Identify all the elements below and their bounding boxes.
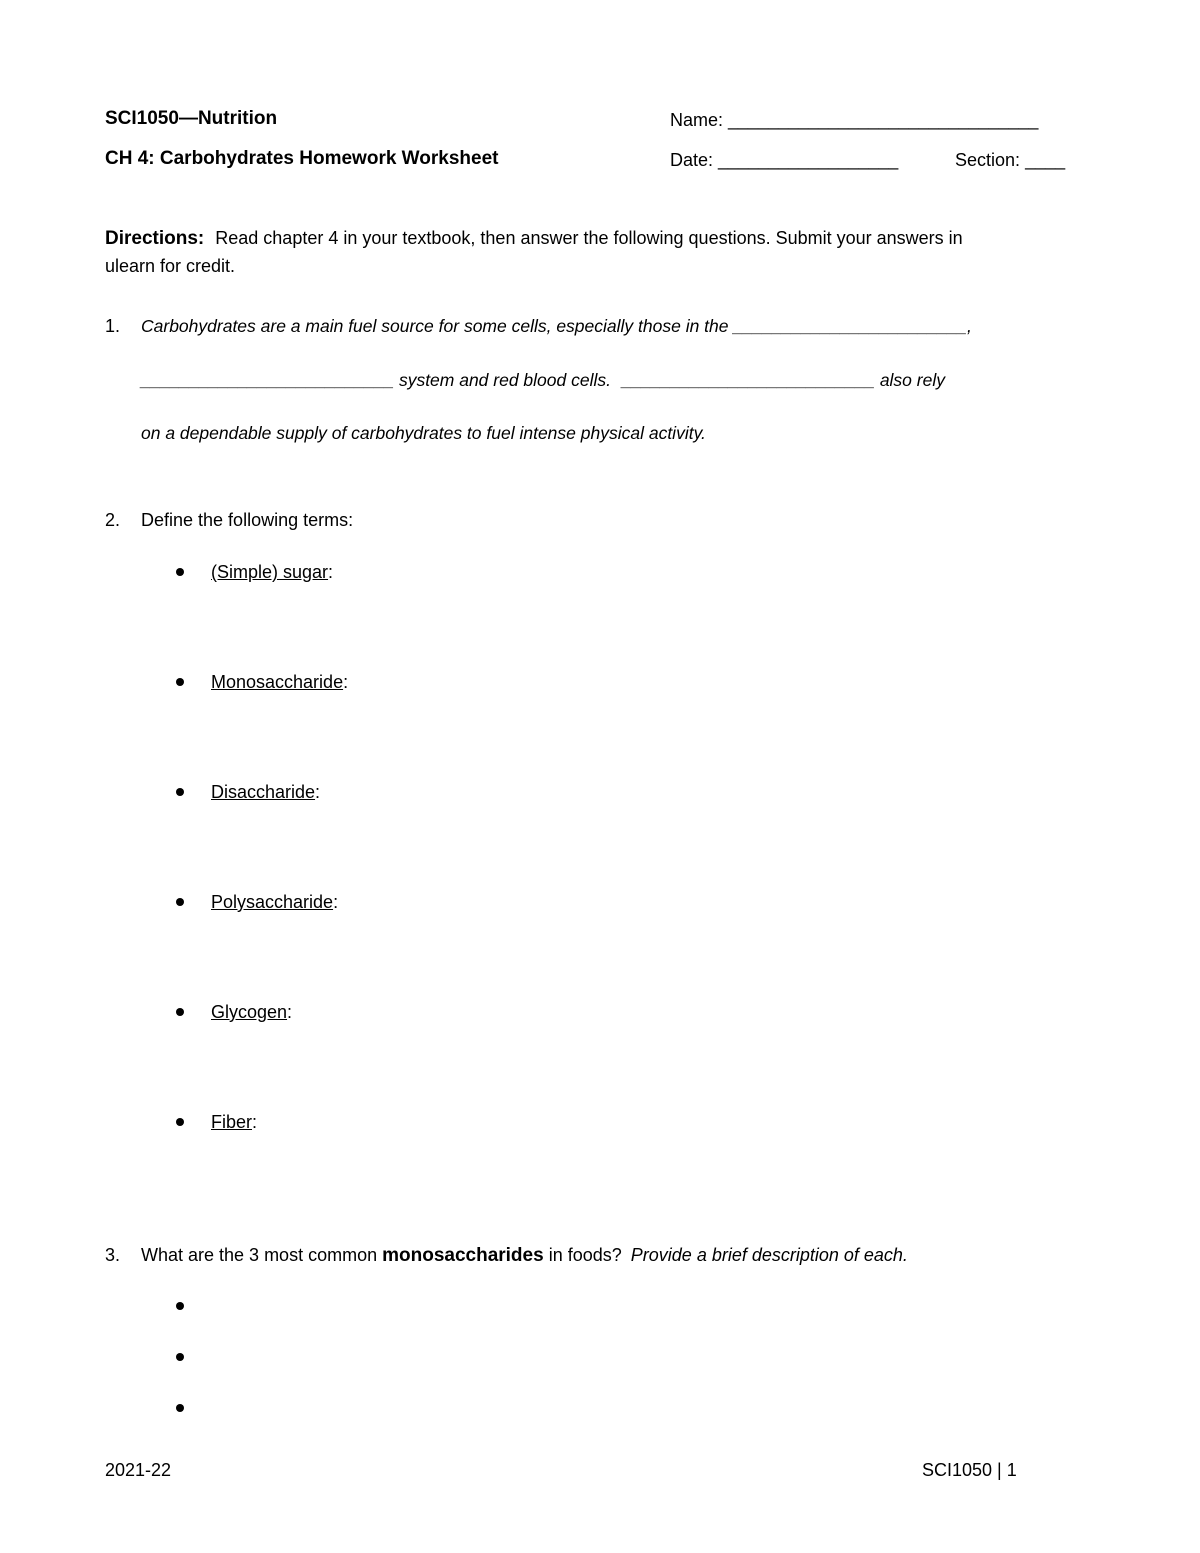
q1-system-text: system and red blood cells. <box>398 370 611 390</box>
date-label: Date: <box>670 150 714 170</box>
section-blank: ____ <box>1025 150 1066 170</box>
bullet-icon <box>176 1302 184 1310</box>
term-label: Polysaccharide <box>211 892 334 912</box>
name-label: Name: <box>670 110 724 130</box>
directions-text: Read chapter 4 in your textbook, then answer the following questions. Submit your answers in <box>215 228 963 248</box>
term-label: Fiber <box>211 1112 253 1132</box>
q3-instruction: Provide a brief description of each. <box>630 1245 908 1265</box>
directions-label: Directions: <box>105 228 205 249</box>
bullet-icon <box>176 1353 184 1361</box>
q1-also-rely: also rely <box>879 370 945 390</box>
q2-number: 2. <box>105 510 121 530</box>
q1-line2 <box>141 370 945 391</box>
term-monosaccharide <box>211 672 348 693</box>
q1-line3: on a dependable supply of carbohydrates to fuel intense physical activity. <box>141 423 706 443</box>
directions-line2: ulearn for credit. <box>105 256 236 276</box>
course-title: SCI1050—Nutrition <box>105 108 278 129</box>
footer-year: 2021-22 <box>105 1460 172 1480</box>
term-colon: : <box>333 892 339 912</box>
q3-bold-term: monosaccharides <box>382 1245 544 1266</box>
bullet-icon <box>176 1118 184 1126</box>
bullet-icon <box>176 678 184 686</box>
name-field <box>670 110 1038 131</box>
term-simple-sugar <box>211 562 333 583</box>
q1-blank-nervous: __________________________ <box>141 370 395 390</box>
q1-line1: Carbohydrates are a main fuel source for some cells, especially those in the ________________________, <box>141 316 972 336</box>
q2-prompt: Define the following terms: <box>141 510 354 530</box>
directions-line1 <box>105 228 963 250</box>
q3-middle: in foods? <box>548 1245 622 1265</box>
bullet-icon <box>176 1404 184 1412</box>
q3-number: 3. <box>105 1245 121 1265</box>
term-glycogen <box>211 1002 292 1023</box>
term-colon: : <box>252 1112 258 1132</box>
name-blank: _______________________________ <box>728 110 1039 130</box>
footer-page: SCI1050 | 1 <box>922 1460 1017 1480</box>
term-polysaccharide <box>211 892 338 913</box>
term-disaccharide <box>211 782 320 803</box>
term-colon: : <box>315 782 321 802</box>
term-colon: : <box>328 562 334 582</box>
q1-number: 1. <box>105 316 121 336</box>
section-field <box>955 150 1065 171</box>
term-label: (Simple) sugar <box>211 562 329 582</box>
bullet-icon <box>176 1008 184 1016</box>
bullet-icon <box>176 568 184 576</box>
q3-prompt <box>141 1245 908 1267</box>
section-label: Section: <box>955 150 1021 170</box>
chapter-title: CH 4: Carbohydrates Homework Worksheet <box>105 148 499 169</box>
date-field <box>670 150 898 171</box>
term-label: Monosaccharide <box>211 672 344 692</box>
term-fiber <box>211 1112 257 1133</box>
q1-blank-muscles: __________________________ <box>621 370 875 390</box>
term-label: Glycogen <box>211 1002 288 1022</box>
term-colon: : <box>343 672 349 692</box>
term-colon: : <box>287 1002 293 1022</box>
q3-prefix: What are the 3 most common <box>141 1245 378 1265</box>
term-label: Disaccharide <box>211 782 316 802</box>
bullet-icon <box>176 788 184 796</box>
bullet-icon <box>176 898 184 906</box>
date-blank: __________________ <box>718 150 899 170</box>
